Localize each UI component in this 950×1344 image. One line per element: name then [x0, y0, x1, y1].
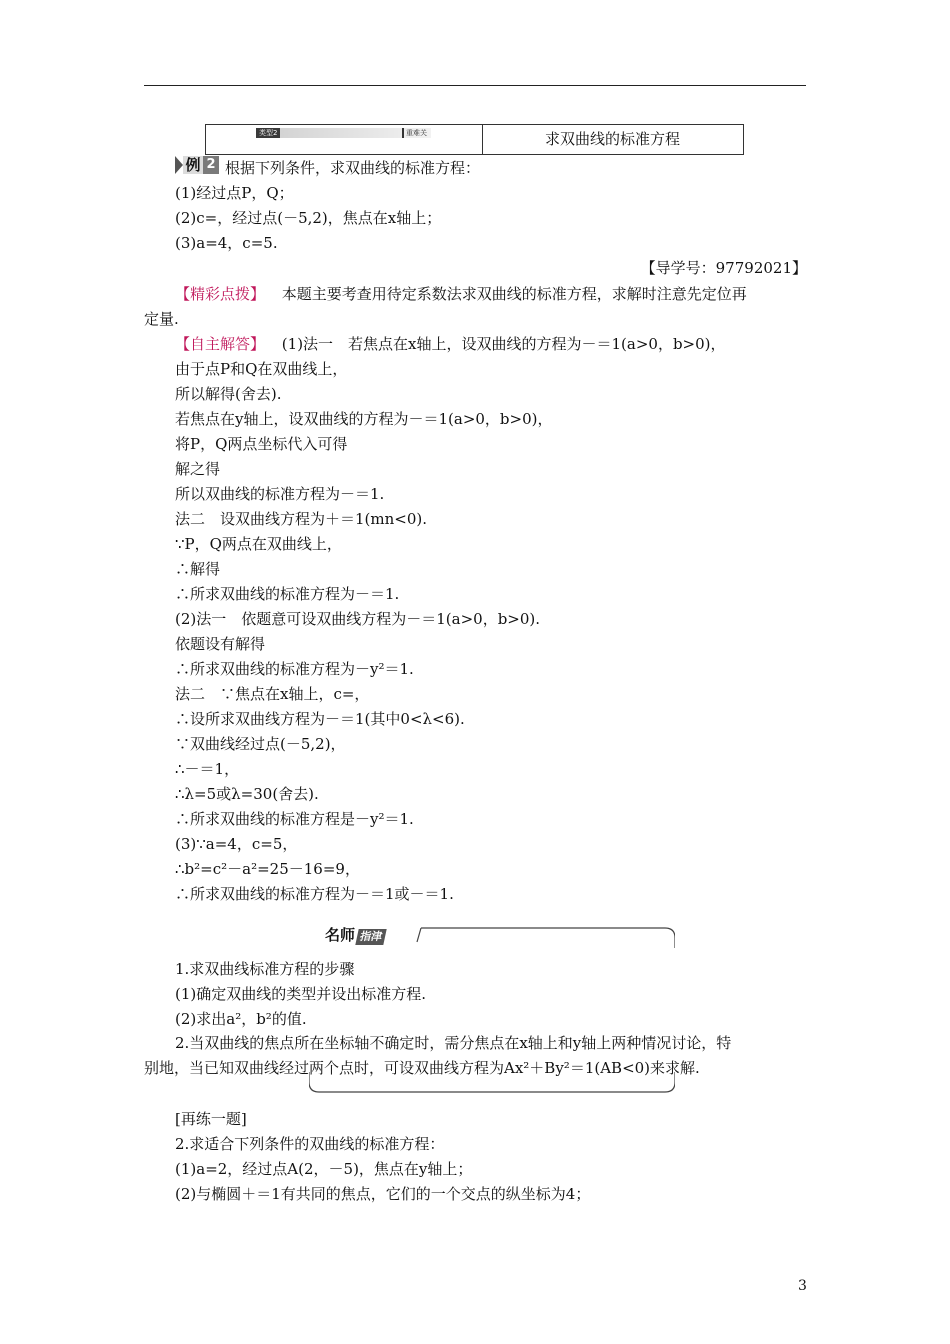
guide-number: 【导学号：97792021】 [640, 259, 807, 277]
solution-line: ∵双曲线经过点(－5,2)， [175, 735, 346, 753]
solution-line: ∴所求双曲线的标准方程为－＝1或－＝1. [175, 885, 454, 903]
practice-line: 2.求适合下列条件的双曲线的标准方程： [175, 1135, 445, 1153]
section-label-cell [206, 125, 483, 154]
tips-label: 名师 [325, 926, 356, 944]
solution-line: 所以双曲线的标准方程为－＝1. [175, 485, 385, 503]
solution-line: ∴b²=c²－a²=25－16=9， [175, 860, 360, 878]
solution-line: ∴所求双曲线的标准方程是－y²＝1. [175, 810, 414, 828]
solution-label: 【自主解答】 [175, 335, 266, 353]
solution-line: ∴－＝1， [175, 760, 240, 778]
tips-chip: 指津 [355, 929, 386, 945]
example-item: (3)a=4，c=5. [175, 234, 278, 252]
solution-text: (1)法一 若焦点在x轴上，设双曲线的方程为－＝1(a>0，b>0)， [281, 335, 726, 353]
page-number: 3 [798, 1278, 807, 1294]
analysis-line [175, 284, 747, 304]
analysis-text-cont: 定量. [144, 310, 179, 328]
example-item: (2)c=，经过点(－5,2)，焦点在x轴上； [175, 209, 442, 227]
example-number: 2 [203, 156, 219, 174]
practice-label: [再练一题] [175, 1110, 247, 1128]
solution-line: 法二 设双曲线方程为＋＝1(mn<0). [175, 510, 428, 528]
solution-line: ∴所求双曲线的标准方程为－y²＝1. [175, 660, 414, 678]
solution-line: ∴解得 [175, 560, 221, 578]
section-badge: 类型2 [256, 128, 280, 138]
solution-line: 依题设有解得 [175, 635, 266, 653]
solution-first-line [175, 334, 726, 354]
solution-line: 由于点P和Q在双曲线上， [175, 360, 348, 378]
solution-line: 法二 ∵焦点在x轴上，c=， [175, 685, 370, 703]
practice-line: (1)a=2，经过点A(2，－5)，焦点在y轴上； [175, 1160, 473, 1178]
tips-line: 2.当双曲线的焦点所在坐标轴不确定时，需分焦点在x轴上和y轴上两种情况讨论，特 [175, 1034, 732, 1052]
solution-line: ∵P，Q两点在双曲线上， [175, 535, 342, 553]
example-word: 例 [183, 156, 203, 174]
solution-line: ∴设所求双曲线方程为－＝1(其中0<λ<6). [175, 710, 465, 728]
tips-line: 别地，当已知双曲线经过两个点时，可设双曲线方程为Ax²＋By²＝1(AB<0)来求解. [144, 1059, 700, 1077]
tips-line: (1)确定双曲线的类型并设出标准方程. [175, 985, 427, 1003]
example-prompt: 根据下列条件，求双曲线的标准方程： [225, 159, 481, 177]
solution-line: ∴所求双曲线的标准方程为－＝1. [175, 585, 400, 603]
top-rule [144, 85, 806, 86]
example-item: (1)经过点P，Q； [175, 184, 294, 202]
section-header [205, 124, 744, 155]
example-arrow-icon [175, 156, 183, 174]
solution-line: (3)∵a=4，c=5， [175, 835, 298, 853]
tips-line: 1.求双曲线标准方程的步骤 [175, 960, 355, 978]
section-title: 求双曲线的标准方程 [544, 130, 680, 148]
practice-line: (2)与椭圆＋＝1有共同的焦点，它们的一个交点的纵坐标为4； [175, 1185, 591, 1203]
tips-line: (2)求出a²，b²的值. [175, 1010, 307, 1028]
analysis-text: 本题主要考查用待定系数法求双曲线的标准方程，求解时注意先定位再 [281, 285, 747, 303]
solution-line: ∴λ=5或λ=30(舍去). [175, 785, 319, 803]
solution-line: 若焦点在y轴上，设双曲线的方程为－＝1(a>0，b>0)， [175, 410, 553, 428]
solution-line: 解之得 [175, 460, 221, 478]
analysis-label: 【精彩点拨】 [175, 285, 266, 303]
solution-line: 所以解得(舍去). [175, 385, 282, 403]
example-badge [175, 156, 219, 174]
solution-line: (2)法一 依题意可设双曲线方程为－＝1(a>0，b>0). [175, 610, 541, 628]
section-tag: 重难关 [402, 128, 427, 138]
solution-line: 将P，Q两点坐标代入可得 [175, 435, 348, 453]
tips-title [325, 924, 385, 946]
